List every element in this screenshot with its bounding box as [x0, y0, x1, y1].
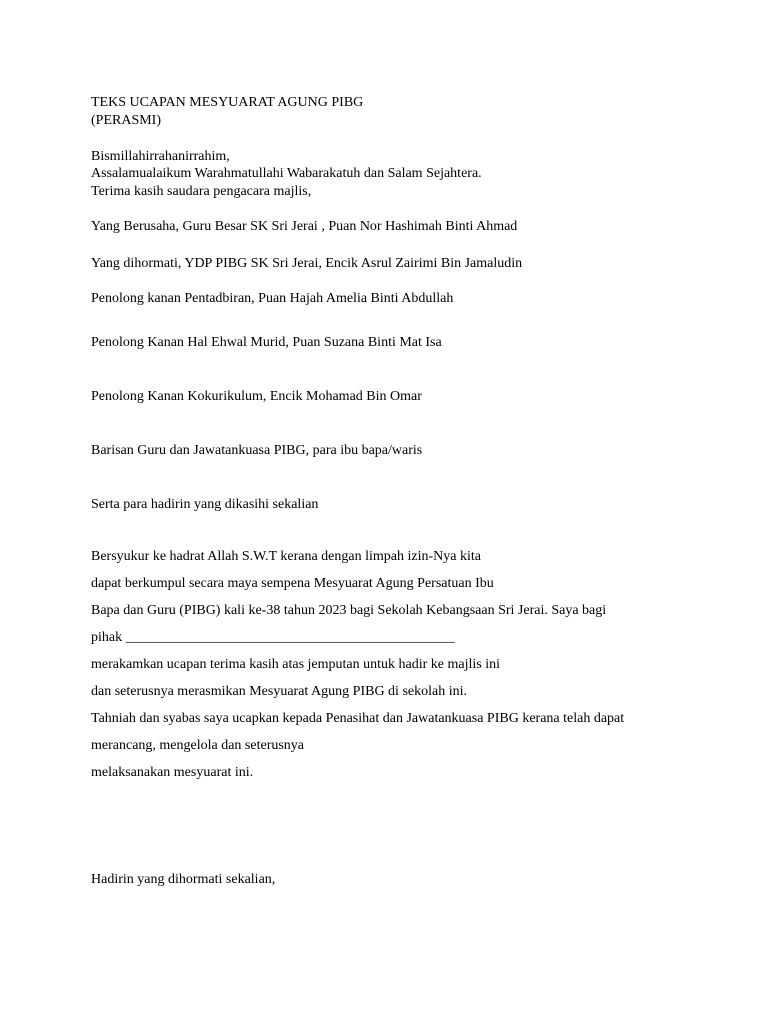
salutation-pk-pentadbiran: Penolong kanan Pentadbiran, Puan Hajah Amelia Binti Abdullah [91, 291, 454, 306]
document-title: TEKS UCAPAN MESYUARAT AGUNG PIBG [91, 95, 364, 110]
greeting-line-1: Bismillahirrahanirrahim, [91, 149, 230, 164]
salutation-pk-kokurikulum: Penolong Kanan Kokurikulum, Encik Mohamad Bin Omar [91, 389, 422, 404]
body-line-9: melaksanakan mesyuarat ini. [91, 765, 254, 780]
body-line-3: Bapa dan Guru (PIBG) kali ke-38 tahun 2023 bagi Sekolah Kebangsaan Sri Jerai. Saya bagi [91, 603, 607, 618]
salutation-guru-ibubapa: Barisan Guru dan Jawatankuasa PIBG, para ibu bapa/waris [91, 443, 423, 458]
salutation-pk-hem: Penolong Kanan Hal Ehwal Murid, Puan Suzana Binti Mat Isa [91, 335, 442, 350]
body-line-1: Bersyukur ke hadrat Allah S.W.T kerana dengan limpah izin-Nya kita [91, 549, 481, 564]
salutation-guru-besar: Yang Berusaha, Guru Besar SK Sri Jerai , Puan Nor Hashimah Binti Ahmad [91, 219, 518, 234]
body-line-8: merancang, mengelola dan seterusnya [91, 738, 305, 753]
closing-line: Hadirin yang dihormati sekalian, [91, 872, 276, 887]
body-line-2: dapat berkumpul secara maya sempena Mesyuarat Agung Persatuan Ibu [91, 576, 494, 591]
body-line-4: pihak _______________________________________________ [91, 630, 455, 645]
body-line-7: Tahniah dan syabas saya ucapkan kepada Penasihat dan Jawatankuasa PIBG kerana telah dapat [91, 711, 625, 726]
body-line-6: dan seterusnya merasmikan Mesyuarat Agung PIBG di sekolah ini. [91, 684, 467, 699]
salutation-ydp: Yang dihormati, YDP PIBG SK Sri Jerai, Encik Asrul Zairimi Bin Jamaludin [91, 256, 523, 271]
salutation-hadirin: Serta para hadirin yang dikasihi sekalian [91, 497, 319, 512]
document-subtitle: (PERASMI) [91, 113, 162, 128]
body-line-5: merakamkan ucapan terima kasih atas jemputan untuk hadir ke majlis ini [91, 657, 500, 672]
greeting-line-2: Assalamualaikum Warahmatullahi Wabarakatuh dan Salam Sejahtera. [91, 166, 482, 181]
greeting-line-3: Terima kasih saudara pengacara majlis, [91, 184, 312, 199]
